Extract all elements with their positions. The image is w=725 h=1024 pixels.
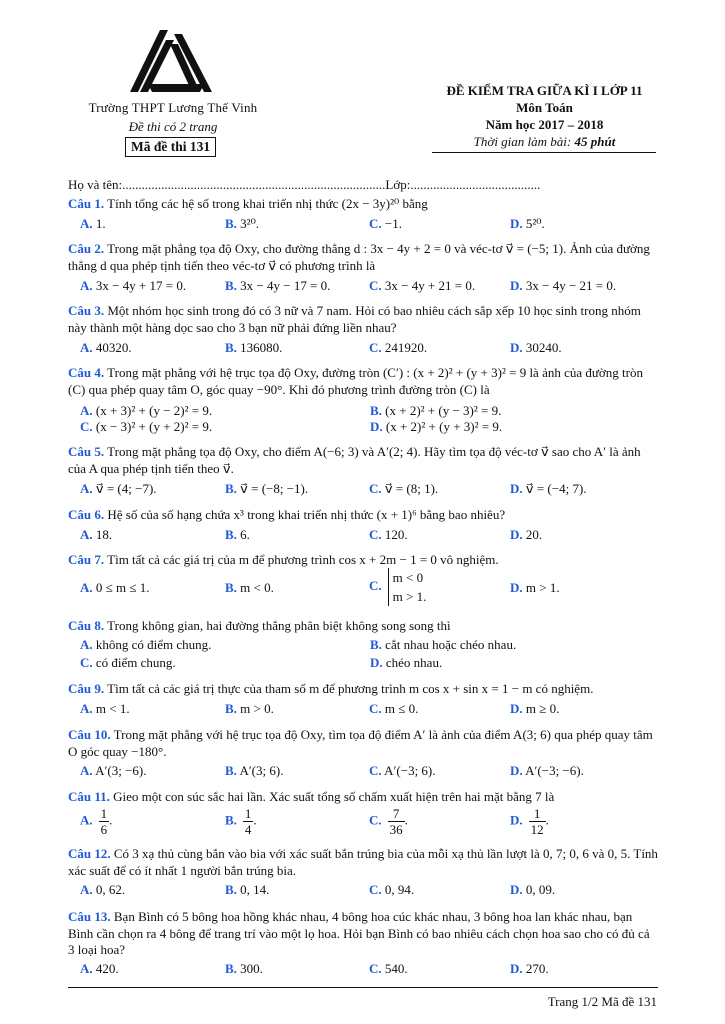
answer-option-c[interactable] [369,340,427,356]
answer-option-a[interactable] [80,278,186,294]
options-row [80,655,660,672]
option-letter: D. [510,340,523,355]
school-logo-icon [130,30,216,100]
answer-option-b[interactable] [225,340,282,356]
option-letter: C. [80,419,93,434]
option-letter: D. [510,216,523,231]
option-letter: A. [80,637,93,652]
answer-option-b[interactable] [370,403,501,419]
option-letter: C. [369,527,382,542]
question-text: Trong mặt phẳng với hệ trục tọa độ Oxy, đường tròn (C′) : (x + 2)² + (y + 3)² = 9 là ảnh của đường tròn (C) qua phép quay tâm O, góc quay −90°. Khi đó phương trình đường tròn (C) là [68,365,643,397]
question-4 [68,365,658,398]
option-text: m > 1. [522,580,560,595]
exam-year: Năm học 2017 – 2018 [485,117,604,132]
question-text: Gieo một con súc sắc hai lần. Xác suất tổng số chấm xuất hiện trên hai mặt bằng 7 là [109,789,555,804]
option-text: 120. [381,527,408,542]
option-text: 18. [92,527,113,542]
option-text: chéo nhau. [382,655,443,670]
option-text: v⃗ = (8; 1). [381,481,439,496]
question-11 [68,789,658,806]
denominator: 6 [100,822,108,837]
answer-option-d[interactable] [510,580,560,596]
options-row [80,527,660,544]
question-label: Câu 4. [68,365,105,380]
option-text: 241920. [381,340,428,355]
option-text: 6. [236,527,250,542]
option-letter: D. [510,278,523,293]
option-letter: C. [369,340,382,355]
options-row [80,403,660,420]
question-6 [68,507,658,524]
exam-subject: Môn Toán [516,100,573,115]
exam-header [432,82,657,150]
question-5 [68,444,658,477]
option-text: 3x − 4y − 17 = 0. [236,278,331,293]
option-letter: D. [510,763,523,778]
question-text: Tính tổng các hệ số trong khai triển nhị thức (2x − 3y)²⁰ bằng [104,196,428,211]
answer-option-d[interactable] [510,961,549,977]
option-letter: A. [80,580,93,595]
answer-option-b[interactable] [225,806,257,837]
answer-option-c[interactable] [369,961,408,977]
answer-option-a[interactable] [80,806,112,837]
option-letter: A. [80,961,93,976]
options-row [80,340,660,357]
answer-option-a[interactable] [80,961,119,977]
question-label: Câu 2. [68,241,105,256]
option-text: 0, 09. [522,882,556,897]
options-row [80,961,660,978]
denominator: 36 [389,822,403,837]
option-text: m ≤ 0. [381,701,419,716]
question-text: Bạn Bình có 5 bông hoa hồng khác nhau, 4 bông hoa cúc khác nhau, 3 bông hoa lan khác nhau, bạn Bình cần chọn ra 4 bông để trang trí vào một lọ hoa. Hỏi bạn Bình có bao nhiêu cách chọn hoa sao cho có đủ cả 3 loại hoa? [68,909,650,957]
option-letter: D. [510,527,523,542]
option-text: m < 0. [236,580,274,595]
option-letter: B. [225,812,237,828]
option-letter: D. [510,580,523,595]
answer-option-a[interactable] [80,701,130,717]
options-row [80,701,660,718]
option-letter: C. [369,763,382,778]
option-text: v⃗ = (−4; 7). [522,481,587,496]
option-letter: C. [369,216,382,231]
option-text: A′(−3; 6). [381,763,436,778]
option-letter: B. [225,216,237,231]
fraction [243,806,257,837]
question-12 [68,846,658,879]
answer-option-d[interactable] [510,216,545,232]
option-letter: B. [225,278,237,293]
exam-code-box: Mã đề thi 131 [125,137,216,157]
option-text: 270. [522,961,549,976]
answer-option-a[interactable] [80,763,147,779]
option-letter: C. [369,278,382,293]
answer-option-b[interactable] [225,701,274,717]
question-text: Có 3 xạ thủ cùng bắn vào bia với xác suất bắn trúng bia của mỗi xạ thủ lần lượt là 0, 7; 0, 6 và 0, 5. Tính xác suất để có ít nhất 1 người bắn trúng bia. [68,846,658,878]
question-text: Một nhóm học sinh trong đó có 3 nữ và 7 nam. Hỏi có bao nhiêu cách sắp xếp 10 học sinh trong nhóm này thành một hàng dọc sao cho 3 bạn nữ phải đứng liền nhau? [68,303,641,335]
numerator: 1 [244,806,252,821]
option-text: 0 ≤ m ≤ 1. [92,580,150,595]
options-row [80,806,660,837]
option-letter: B. [225,882,237,897]
option-text: 20. [522,527,543,542]
answer-option-c[interactable] [369,527,408,543]
answer-option-b[interactable] [225,481,308,497]
answer-option-b[interactable] [225,763,283,779]
answer-option-b[interactable] [225,882,269,898]
question-label: Câu 1. [68,196,105,211]
question-text: Trong mặt phẳng tọa độ Oxy, cho đường thẳng d : 3x − 4y + 2 = 0 và véc-tơ v⃗ = (−5; 1). Ảnh của đường thẳng d qua phép tịnh tiến theo véc-tơ v⃗ có phương trình là [68,241,650,273]
option-letter: A. [80,527,93,542]
student-info-line: Họ và tên:.................................................................................Lớp:........................................ [68,177,541,192]
option-text: m > 0. [236,701,274,716]
fraction [388,806,405,837]
question-label: Câu 9. [68,681,105,696]
option-text: 0, 14. [236,882,270,897]
option-letter: B. [225,340,237,355]
option-text: 300. [236,961,263,976]
option-text: A′(−3; −6). [522,763,584,778]
options-row [80,570,660,604]
option-letter: B. [225,961,237,976]
option-letter: A. [80,340,93,355]
option-letter: D. [510,961,523,976]
answer-option-b[interactable] [225,527,250,543]
answer-option-a[interactable] [80,637,211,653]
option-letter: C. [80,655,93,670]
question-text: Trong mặt phẳng với hệ trục tọa độ Oxy, tìm tọa độ điểm A′ là ảnh của điểm A(3; 6) qua phép quay tâm O góc quay −180°. [68,727,653,759]
option-text: 540. [381,961,408,976]
option-text: m ≥ 0. [522,701,560,716]
option-period: . [545,812,549,828]
option-letter: A. [80,278,93,293]
option-text: −1. [381,216,402,231]
option-letter: D. [510,882,523,897]
option-text: m < 1. [92,701,130,716]
answer-option-d[interactable] [510,806,549,837]
option-letter: A. [80,763,93,778]
option-letter: B. [225,580,237,595]
school-name: Trường THPT Lương Thế Vinh [88,100,258,115]
options-row [80,763,660,780]
option-text: 3²⁰. [236,216,260,231]
question-1 [68,196,658,213]
option-letter: C. [369,961,382,976]
answer-option-a[interactable] [80,340,132,356]
question-label: Câu 10. [68,727,111,742]
page-footer: Trang 1/2 Mã đề 131 [547,994,657,1009]
option-text: A′(3; 6). [236,763,284,778]
answer-option-a[interactable] [80,481,157,497]
option-letter: B. [370,637,382,652]
answer-option-d[interactable] [510,701,559,717]
option-text: 30240. [522,340,562,355]
answer-option-c[interactable] [369,216,402,232]
question-2 [68,241,658,274]
option-text: 5²⁰. [522,216,545,231]
answer-option-b[interactable] [225,216,259,232]
answer-option-d[interactable] [510,340,562,356]
answer-option-a[interactable] [80,580,150,596]
option-letter: C. [369,481,382,496]
numerator: 1 [529,806,546,822]
option-period: . [404,812,408,828]
numerator: 1 [100,806,108,821]
answer-option-a[interactable] [80,403,212,419]
answer-option-c[interactable] [80,419,212,435]
option-text: cắt nhau hoặc chéo nhau. [381,637,517,652]
answer-option-a[interactable] [80,882,125,898]
question-label: Câu 3. [68,303,105,318]
option-text: v⃗ = (4; −7). [92,481,157,496]
option-text: (x − 3)² + (y + 2)² = 9. [92,419,213,434]
footer-rule [68,987,658,988]
question-text: Tìm tất cả các giá trị thực của tham số m để phương trình m cos x + sin x = 1 − m có nghiệm. [104,681,594,696]
option-letter: B. [225,701,237,716]
answer-option-c[interactable] [369,763,436,779]
option-letter: C. [369,577,382,593]
denominator: 12 [530,822,544,837]
option-text: (x + 2)² + (y + 3)² = 9. [382,419,503,434]
question-label: Câu 11. [68,789,110,804]
answer-option-d[interactable] [510,278,616,294]
answer-option-d[interactable] [510,763,584,779]
option-letter: B. [225,481,237,496]
option-letter: D. [510,701,523,716]
question-label: Câu 7. [68,552,105,567]
answer-option-b[interactable] [225,961,263,977]
option-text: 3x − 4y − 21 = 0. [522,278,617,293]
system-line: m < 0 [392,570,424,585]
numerator: 7 [388,806,405,822]
options-row [80,882,660,899]
option-letter: C. [369,812,382,828]
answer-option-a[interactable] [80,527,112,543]
option-letter: A. [80,812,93,828]
answer-option-d[interactable] [510,481,587,497]
fraction [529,806,546,837]
question-text: Hệ số của số hạng chứa x³ trong khai triển nhị thức (x + 1)⁶ bằng bao nhiêu? [104,507,506,522]
option-text: 3x − 4y + 21 = 0. [381,278,476,293]
answer-option-c[interactable] [369,568,426,606]
option-period: . [109,812,113,828]
question-text: Tìm tất cả các giá trị của m để phương trình cos x + 2m − 1 = 0 vô nghiệm. [104,552,499,567]
answer-option-b[interactable] [370,637,516,653]
question-7 [68,552,658,569]
option-letter: C. [369,882,382,897]
exam-title: ĐỀ KIỂM TRA GIỮA KÌ I LỚP 11 [446,83,643,98]
fraction [99,806,113,837]
option-letter: A. [80,882,93,897]
answer-option-a[interactable] [80,216,106,232]
answer-option-d[interactable] [370,655,442,671]
option-text: (x + 3)² + (y − 2)² = 9. [92,403,213,418]
option-letter: A. [80,216,93,231]
question-label: Câu 12. [68,846,111,861]
answer-option-c[interactable] [369,481,438,497]
answer-option-c[interactable] [80,655,176,671]
option-letter: C. [369,701,382,716]
options-row [80,216,660,233]
options-row [80,419,660,436]
option-period: . [253,812,257,828]
option-letter: B. [225,763,237,778]
answer-option-c[interactable] [369,882,414,898]
option-text: v⃗ = (−8; −1). [236,481,309,496]
answer-option-b[interactable] [225,580,274,596]
option-text: 3x − 4y + 17 = 0. [92,278,187,293]
question-text: Trong không gian, hai đường thẳng phân biệt không song song thì [104,618,451,633]
option-letter: D. [510,812,523,828]
exam-time: Thời gian làm bài: 45 phút [473,134,616,149]
options-row [80,637,660,654]
option-text: A′(3; −6). [92,763,147,778]
answer-option-d[interactable] [370,419,502,435]
options-row [80,278,660,295]
question-label: Câu 5. [68,444,105,459]
option-text: 420. [92,961,119,976]
answer-option-d[interactable] [510,527,542,543]
option-letter: A. [80,403,93,418]
question-label: Câu 8. [68,618,105,633]
option-text: 0, 62. [92,882,126,897]
option-text: 136080. [236,340,283,355]
header-rule [432,152,656,153]
option-text: không có điểm chung. [92,637,212,652]
pages-note: Đề thi có 2 trang [128,119,218,134]
option-letter: B. [370,403,382,418]
option-text: 0, 94. [381,882,415,897]
option-text: có điểm chung. [92,655,176,670]
answer-option-c[interactable] [369,701,418,717]
option-text: (x + 2)² + (y − 3)² = 9. [381,403,502,418]
denominator: 4 [244,822,252,837]
answer-option-b[interactable] [225,278,330,294]
options-row [80,481,660,498]
question-label: Câu 13. [68,909,111,924]
question-13 [68,909,658,959]
answer-option-c[interactable] [369,278,475,294]
option-letter: D. [370,655,383,670]
option-letter: A. [80,701,93,716]
answer-option-d[interactable] [510,882,555,898]
option-text: 40320. [92,340,132,355]
option-text: 1. [92,216,106,231]
option-letter: D. [510,481,523,496]
option-letter: B. [225,527,237,542]
question-label: Câu 6. [68,507,105,522]
inequality-system [388,568,427,606]
answer-option-c[interactable] [369,806,408,837]
option-letter: D. [370,419,383,434]
question-9 [68,681,658,698]
question-8 [68,618,658,635]
question-10 [68,727,658,760]
system-line: m > 1. [392,589,427,604]
question-text: Trong mặt phẳng tọa độ Oxy, cho điểm A(−6; 3) và A′(2; 4). Hãy tìm tọa độ véc-tơ v⃗ sao cho A′ là ảnh của A qua phép tịnh tiến theo v⃗. [68,444,641,476]
question-3 [68,303,658,336]
option-letter: A. [80,481,93,496]
